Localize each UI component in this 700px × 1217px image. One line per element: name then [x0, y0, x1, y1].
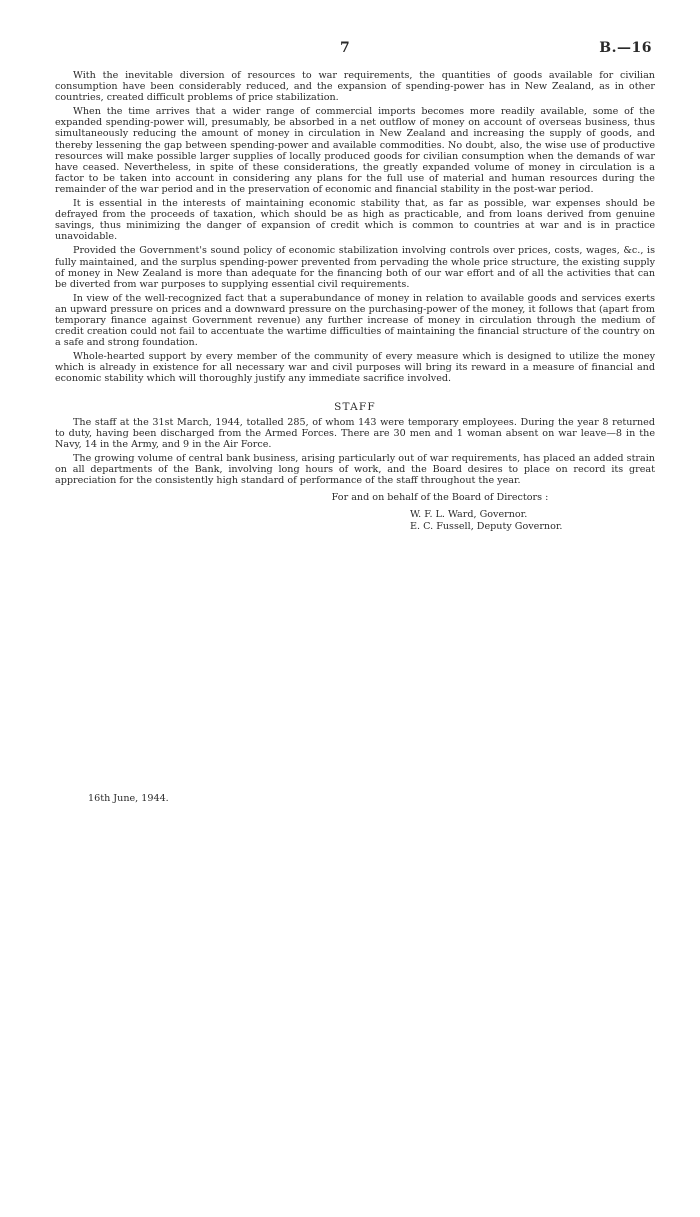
report-body: [55, 70, 655, 532]
staff-heading: STAFF: [334, 400, 376, 413]
paragraph-money-superabundance: In view of the well-recognized fact that a superabundance of money in relation to available goods and services exerts an upward pressure on prices and a downward pressure on the purchasing-power of the money, it follows that (apart from temporary finance against Government revenue) any further increase of money in circulation through the medium of credit creation could not fail to accentuate the wartime difficulties of maintaining the financial structure of the country on a safe and strong foundation.: [55, 292, 655, 349]
paragraph-community-support: Whole-hearted support by every member of the community of every measure which is designed to utilize the money which is already in existence for all necessary war and civil purposes will bring its reward in a measure of financial and economic stability which will thoroughly justify any immediate sacrifice involved.: [55, 351, 655, 385]
paragraph-stabilization-policy: Provided the Government's sound policy of economic stabilization involving controls over prices, costs, wages, &c., is fully maintained, and the surplus spending-power prevented from pervading the whole price structure, the existing supply of money in New Zealand is more than adequate for the financing both of our war effort and of all the activities that can be diverted from war purposes to supplying essential civil requirements.: [55, 245, 655, 290]
signatory-deputy-governor: E. C. Fussell, Deputy Governor.: [410, 520, 563, 532]
signatures: [410, 509, 655, 532]
page-header: [0, 40, 700, 60]
paragraph-staff-count: The staff at the 31st March, 1944, totalled 285, of whom 143 were temporary employees. During the year 8 returned to duty, having been discharged from the Armed Forces. There are 30 men and 1 woman absent on war leave—8 in the Navy, 14 in the Army, and 9 in the Air Force.: [55, 416, 655, 450]
paragraph-commercial-imports: When the time arrives that a wider range of commercial imports becomes more readily available, some of the expanded spending-power will, presumably, be absorbed in a net outflow of money on account of overseas business, thus simultaneously reducing the amount of money in circulation in New Zealand and increasing the supply of goods, and thereby lessening the gap between spending-power and available commodities. No doubt, also, the wise use of productive resources will make possible larger supplies of locally produced goods for civilian consumption when the demands of war have ceased. Nevertheless, in spite of these considerations, the greatly expanded volume of money in circulation is a factor to be taken into account in considering any plans for the full use of material and human resources during the remainder of the war period and in the preservation of economic and financial stability in the post-war period.: [55, 106, 655, 195]
signoff-block: [55, 492, 655, 532]
page-number: 7: [340, 40, 350, 56]
paragraph-taxation: It is essential in the interests of maintaining economic stability that, as far as possible, war expenses should be defrayed from the proceeds of taxation, which should be as high as practicable, and from loans derived from genuine savings, thus minimizing the danger of expansion of credit which is common to countries at war and is in practice unavoidable.: [55, 198, 655, 243]
paragraph-spending-power: With the inevitable diversion of resources to war requirements, the quantities of goods available for civilian consumption have been considerably reduced, and the expansion of spending-power has in New Zealand, as in other countries, created difficult problems of price stabilization.: [55, 70, 655, 104]
signoff-line: For and on behalf of the Board of Directors :: [331, 492, 549, 504]
signatory-governor: W. F. L. Ward, Governor.: [410, 509, 528, 521]
document-reference: B.—16: [599, 40, 652, 56]
document-date: 16th June, 1944.: [88, 793, 169, 804]
paragraph-staff-appreciation: The growing volume of central bank business, arising particularly out of war requirements, has placed an added strain on all departments of the Bank, involving long hours of work, and the Board desires to place on record its great appreciation for the consistently high standard of performance of the staff throughout the year.: [55, 452, 655, 486]
